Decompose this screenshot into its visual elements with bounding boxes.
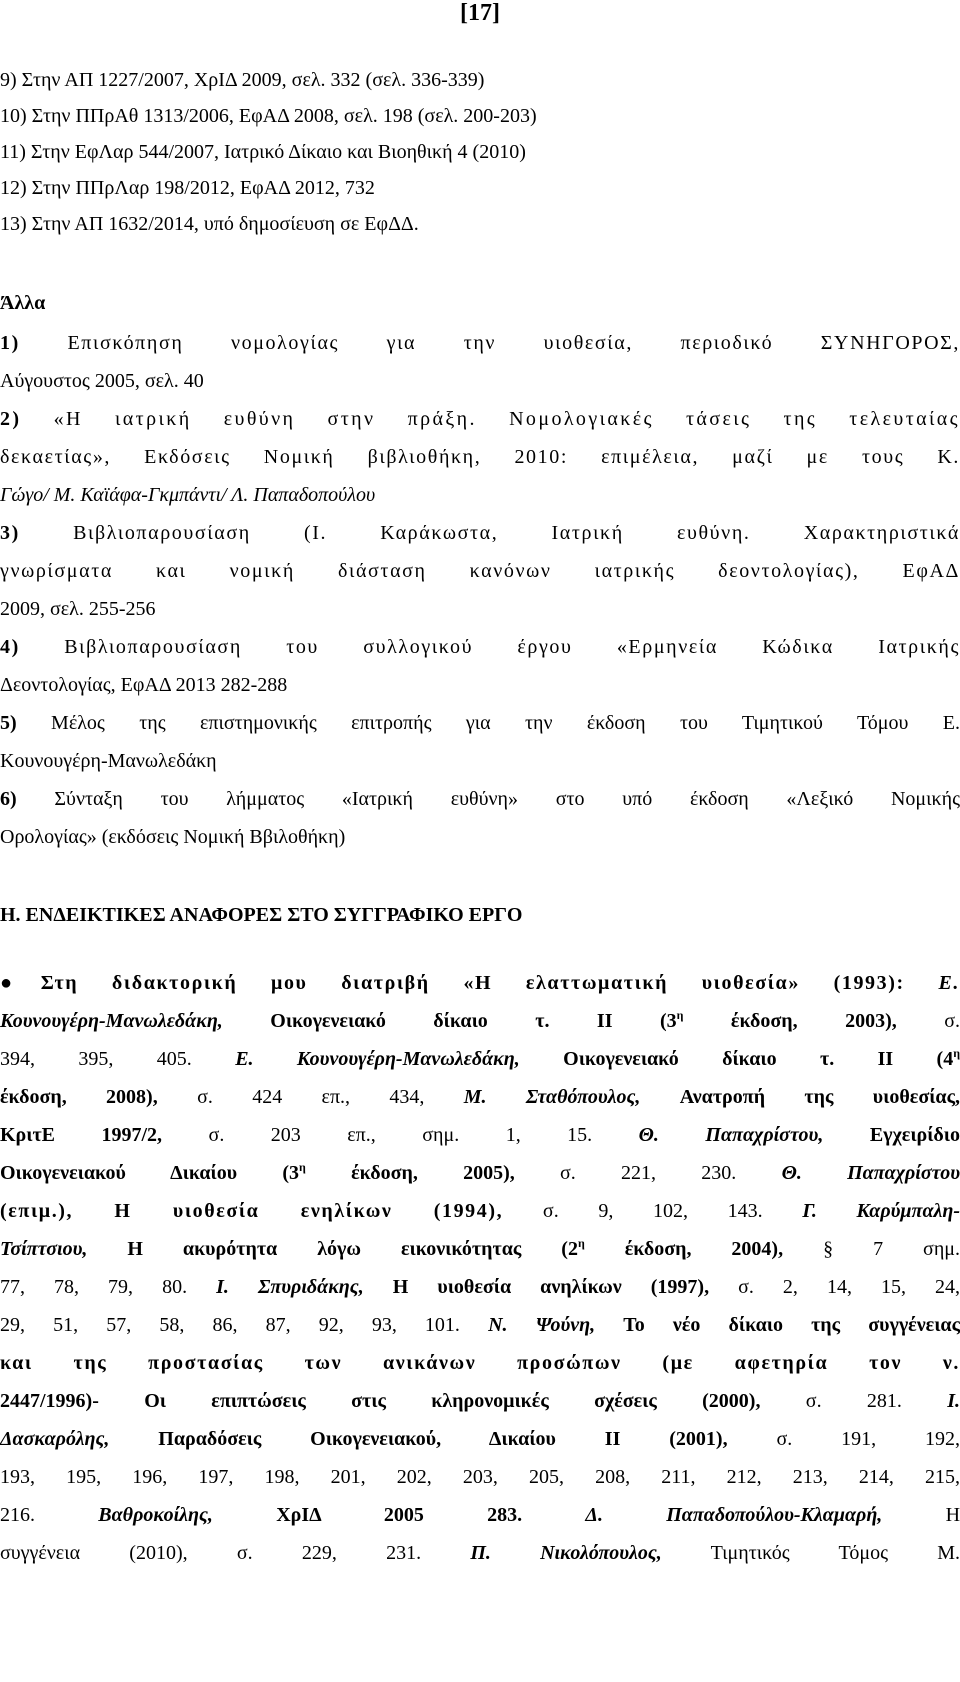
alla-item-6 (0, 786, 960, 812)
section-heading-h: Η. ΕΝΔΕΙΚΤΙΚΕΣ ΑΝΑΦΟΡΕΣ ΣΤΟ ΣΥΓΓΡΑΦΙΚΟ ΕΡΓΟ (0, 904, 523, 926)
citation-line: Δασκαρόλης, Παραδόσεις Οικογενειακού, Δικαίου ΙΙ (2001), σ. 191, 192, (0, 1428, 960, 1450)
section-heading-alla: Άλλα (0, 292, 46, 314)
item-number: 3) (0, 522, 20, 544)
alla-item-4 (0, 634, 960, 660)
citation-line: 193, 195, 196, 197, 198, 201, 202, 203, 205, 208, 211, 212, 213, 214, 215, (0, 1466, 960, 1488)
citation-line: συγγένεια (2010), σ. 229, 231. Π. Νικολόπουλος, Τιμητικός Τόμος Μ. (0, 1542, 960, 1564)
reference-item: 9) Στην ΑΠ 1227/2007, ΧρΙΔ 2009, σελ. 332 (σελ. 336-339) (0, 69, 485, 91)
alla-item-3-cont: 2009, σελ. 255-256 (0, 598, 156, 620)
citation-line: 394, 395, 405. Ε. Κουνουγέρη-Μανωλεδάκη, Οικογενειακό δίκαιο τ. ΙΙ ($4^\eta$ (0, 1046, 960, 1070)
item-text: Επισκόπηση νομολογίας για την υιοθεσία, περιοδικό ΣΥΝΗΓΟΡΟΣ, (67, 332, 960, 354)
citation-line: 29, 51, 57, 58, 86, 87, 92, 93, 101. Ν. Ψούνη, Το νέο δίκαιο της συγγένειας (0, 1314, 960, 1336)
item-text: Σύνταξη του λήμματος «Ιατρική ευθύνη» στο υπό έκδοση «Λεξικό Νομικής (54, 788, 960, 810)
item-text: Μέλος της επιστημονικής επιτροπής για την έκδοση του Τιμητικού Τόμου Ε. (51, 712, 960, 734)
alla-item-3 (0, 520, 960, 546)
reference-item: 12) Στην ΠΠρΛαρ 198/2012, ΕφΑΔ 2012, 732 (0, 177, 375, 199)
citation-line: και της προστασίας των ανικάνων προσώπων (με αφετηρία τον ν. (0, 1352, 960, 1374)
item-number: 6) (0, 788, 17, 810)
item-number: 4) (0, 636, 20, 658)
alla-item-4-cont: Δεοντολογίας, ΕφΑΔ 2013 282-288 (0, 674, 288, 696)
alla-item-1-cont: Αύγουστος 2005, σελ. 40 (0, 370, 204, 392)
item-number: 5) (0, 712, 17, 734)
alla-item-3-cont: γνωρίσματα και νομική διάσταση κανόνων ιατρικής δεοντολογίας), ΕφΑΔ (0, 560, 960, 582)
item-number: 2) (0, 408, 22, 430)
reference-item: 10) Στην ΠΠρΑθ 1313/2006, ΕφΑΔ 2008, σελ. 198 (σελ. 200-203) (0, 105, 537, 127)
citation-line: 2447/1996)- Οι επιπτώσεις στις κληρονομικές σχέσεις (2000), σ. 281. Ι. (0, 1390, 960, 1412)
citation-line: (επιμ.), Η υιοθεσία ενηλίκων (1994), σ. 9, 102, 143. Γ. Καρύμπαλη- (0, 1200, 960, 1222)
citation-line: 216. Βαθροκοίλης, ΧρΙΔ 2005 283. Δ. Παπαδοπούλου-Κλαμαρή, Η (0, 1504, 960, 1526)
alla-item-1 (0, 330, 960, 356)
citation-line: ΚριτΕ 1997/2, σ. 203 επ., σημ. 1, 15. Θ. Παπαχρίστου, Εγχειρίδιο (0, 1124, 960, 1146)
alla-item-5-cont: Κουνουγέρη-Μανωλεδάκη (0, 750, 217, 772)
alla-item-2 (0, 406, 960, 432)
item-number: 1) (0, 332, 20, 354)
citation-line: ●Στη διδακτορική μου διατριβή «Η ελαττωματική υιοθεσία» (1993): Ε. (0, 972, 960, 994)
reference-item: 11) Στην ΕφΛαρ 544/2007, Ιατρικό Δίκαιο και Βιοηθική 4 (2010) (0, 141, 526, 163)
citation-line: Κουνουγέρη-Μανωλεδάκη, Οικογενειακό δίκαιο τ. ΙΙ ($3^\eta$ έκδοση, 2003), σ. (0, 1008, 960, 1032)
bullet-icon: ● (0, 972, 41, 994)
alla-item-2-cont: δεκαετίας», Εκδόσεις Νομική βιβλιοθήκη, 2010: επιμέλεια, μαζί με τους Κ. (0, 446, 960, 468)
citation-line: Οικογενειακού Δικαίου ($3^\eta$ έκδοση, 2005), σ. 221, 230. Θ. Παπαχρίστου (0, 1160, 960, 1184)
alla-item-5 (0, 710, 960, 736)
item-text: «Η ιατρική ευθύνη στην πράξη. Νομολογιακές τάσεις της τελευταίας (53, 408, 960, 430)
citation-line: 77, 78, 79, 80. Ι. Σπυριδάκης, Η υιοθεσία ανηλίκων (1997), σ. 2, 14, 15, 24, (0, 1276, 960, 1298)
page-number: [17] (460, 0, 500, 26)
citation-line: έκδοση, 2008), σ. 424 επ., 434, Μ. Σταθόπουλος, Ανατροπή της υιοθεσίας, (0, 1086, 960, 1108)
citation-line: Τσίπτσιου, Η ακυρότητα λόγω εικονικότητας ($2^\eta$ έκδοση, 2004), § 7 σημ. (0, 1236, 960, 1260)
reference-item: 13) Στην ΑΠ 1632/2014, υπό δημοσίευση σε ΕφΔΔ. (0, 213, 419, 235)
item-text: Βιβλιοπαρουσίαση του συλλογικού έργου «Ερμηνεία Κώδικα Ιατρικής (64, 636, 960, 658)
item-text: Βιβλιοπαρουσίαση (Ι. Καράκωστα, Ιατρική ευθύνη. Χαρακτηριστικά (73, 522, 960, 544)
alla-item-2-cont: Γώγο/ Μ. Καϊάφα-Γκμπάντι/ Λ. Παπαδοπούλου (0, 484, 376, 506)
alla-item-6-cont: Ορολογίας» (εκδόσεις Νομική Ββιλοθήκη) (0, 826, 346, 848)
